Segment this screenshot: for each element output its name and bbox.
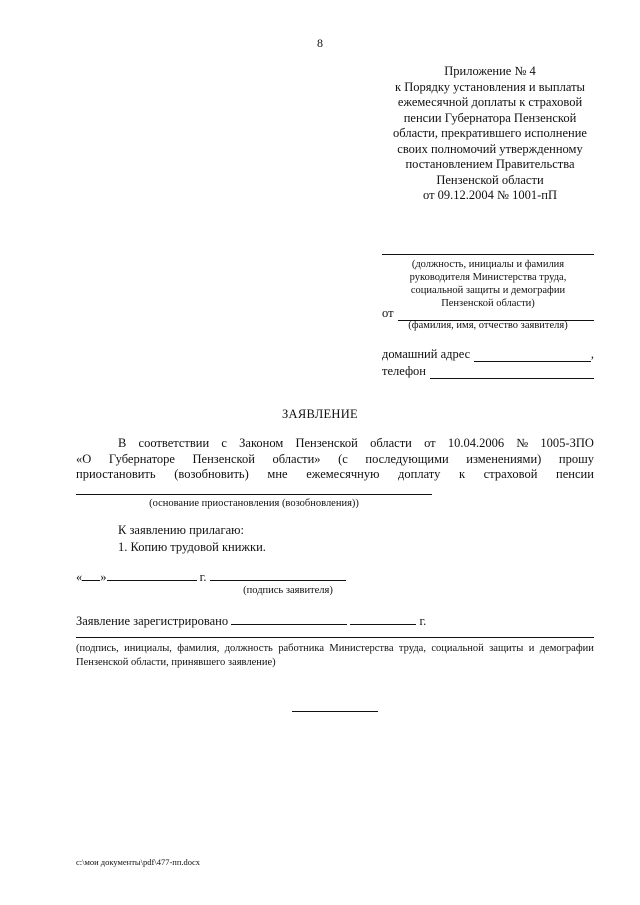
- addressee-caption: [382, 258, 594, 310]
- date-open-quote: «: [76, 570, 83, 584]
- word: от: [424, 436, 436, 450]
- appendix-line: от 09.12.2004 № 1001-пП: [423, 188, 557, 202]
- addressee-caption-line: Пензенской области): [441, 298, 535, 309]
- addressee-caption-line: (должность, инициалы и фамилия: [411, 259, 565, 270]
- attachment-item: 1. Копию трудовой книжки.: [118, 540, 266, 554]
- word: изменениями): [466, 451, 542, 466]
- word: пенсии: [556, 467, 594, 481]
- staff-caption-line: [76, 642, 594, 656]
- word: области»: [272, 451, 321, 466]
- phone-fill-line: [430, 367, 594, 379]
- statement-body: [76, 436, 594, 483]
- home-address-row: [382, 347, 594, 362]
- basis-fill-line: [76, 494, 432, 495]
- word: должность: [224, 643, 273, 654]
- word: ежемесячную: [306, 467, 380, 481]
- addressee-caption-line: руководителя Министерства труда,: [409, 272, 567, 283]
- word: и: [528, 643, 535, 654]
- staff-caption-line: Пензенской области, принявшего заявление): [76, 656, 276, 668]
- word: страховой: [483, 467, 538, 481]
- addressee-fill-line: [382, 254, 594, 255]
- appendix-line: ежемесячной доплаты к страховой: [397, 95, 583, 109]
- word: доплату: [398, 467, 441, 481]
- word: с: [221, 436, 227, 450]
- word: к: [458, 467, 466, 481]
- word: защиты: [489, 643, 524, 654]
- word: инициалы,: [124, 643, 172, 654]
- word: Министерства: [329, 643, 394, 654]
- signature-caption: (подпись заявителя): [243, 585, 333, 596]
- body-line: [76, 452, 594, 468]
- word: В: [118, 436, 127, 450]
- word: мне: [267, 467, 288, 481]
- word: области: [370, 436, 412, 450]
- appendix-line: области, прекратившего исполнение: [393, 126, 587, 140]
- year-suffix: г.: [199, 570, 207, 584]
- word: (подпись,: [76, 643, 119, 654]
- word: фамилия,: [177, 643, 220, 654]
- appendix-line: пенсии Губернатора Пензенской: [403, 110, 577, 125]
- date-signature-row: [76, 569, 346, 585]
- staff-caption: [76, 642, 594, 669]
- body-line: [76, 436, 594, 452]
- registration-label: Заявление зарегистрировано: [76, 614, 229, 628]
- word: демографии: [539, 643, 594, 654]
- registration-year-fill-line: [350, 613, 416, 625]
- appendix-line: к Порядку установления и выплаты: [395, 79, 585, 94]
- phone-label: телефон: [382, 364, 426, 378]
- word: социальной: [431, 643, 484, 654]
- page-number: 8: [317, 36, 323, 50]
- statement-title: ЗАЯВЛЕНИЕ: [282, 407, 358, 421]
- home-address-label: домашний адрес: [382, 347, 471, 361]
- appendix-header: [370, 64, 610, 204]
- registration-date-fill-line: [231, 613, 347, 625]
- home-address-comma: ,: [590, 347, 594, 361]
- word: последующими: [365, 451, 449, 466]
- appendix-line: своих полномочий утвержденному: [397, 141, 583, 156]
- month-fill-line: [107, 569, 197, 581]
- registration-year-suffix: г.: [419, 614, 427, 628]
- end-rule: [292, 711, 378, 712]
- word: «О: [76, 451, 92, 466]
- word: прошу: [558, 451, 594, 466]
- registration-row: [76, 613, 426, 629]
- home-address-fill-line: [474, 350, 591, 362]
- word: №: [516, 436, 529, 450]
- word: работника: [278, 643, 325, 654]
- basis-caption: (основание приостановления (возобновления)): [149, 498, 359, 509]
- phone-row: [382, 364, 594, 379]
- word: 10.04.2006: [447, 436, 505, 450]
- signature-fill-line: [210, 569, 346, 581]
- date-close-quote: »: [100, 570, 107, 584]
- footer-file-path: c:\мои документы\pdf\477-пп.docx: [76, 857, 201, 867]
- day-fill-line: [82, 569, 100, 581]
- word: Пензенской: [192, 451, 255, 466]
- word: 1005-ЗПО: [540, 436, 594, 450]
- addressee-caption-line: социальной защиты и демографии: [410, 285, 566, 296]
- word: соответствии: [138, 436, 210, 450]
- word: приостановить: [76, 467, 156, 481]
- staff-fill-line: [76, 637, 594, 638]
- word: Законом: [239, 436, 284, 450]
- from-caption: (фамилия, имя, отчество заявителя): [408, 320, 568, 331]
- from-label: от: [382, 306, 394, 320]
- appendix-line: Приложение № 4: [444, 64, 536, 78]
- appendix-line: постановлением Правительства: [405, 157, 575, 171]
- word: (возобновить): [174, 467, 249, 481]
- word: труда,: [398, 643, 426, 654]
- word: (с: [338, 451, 348, 466]
- appendix-line: Пензенской области: [436, 172, 544, 187]
- word: Пензенской: [295, 436, 358, 450]
- from-row: [382, 306, 594, 321]
- attachments-intro: К заявлению прилагаю:: [118, 523, 244, 537]
- body-line: [76, 467, 594, 483]
- word: Губернаторе: [108, 451, 175, 466]
